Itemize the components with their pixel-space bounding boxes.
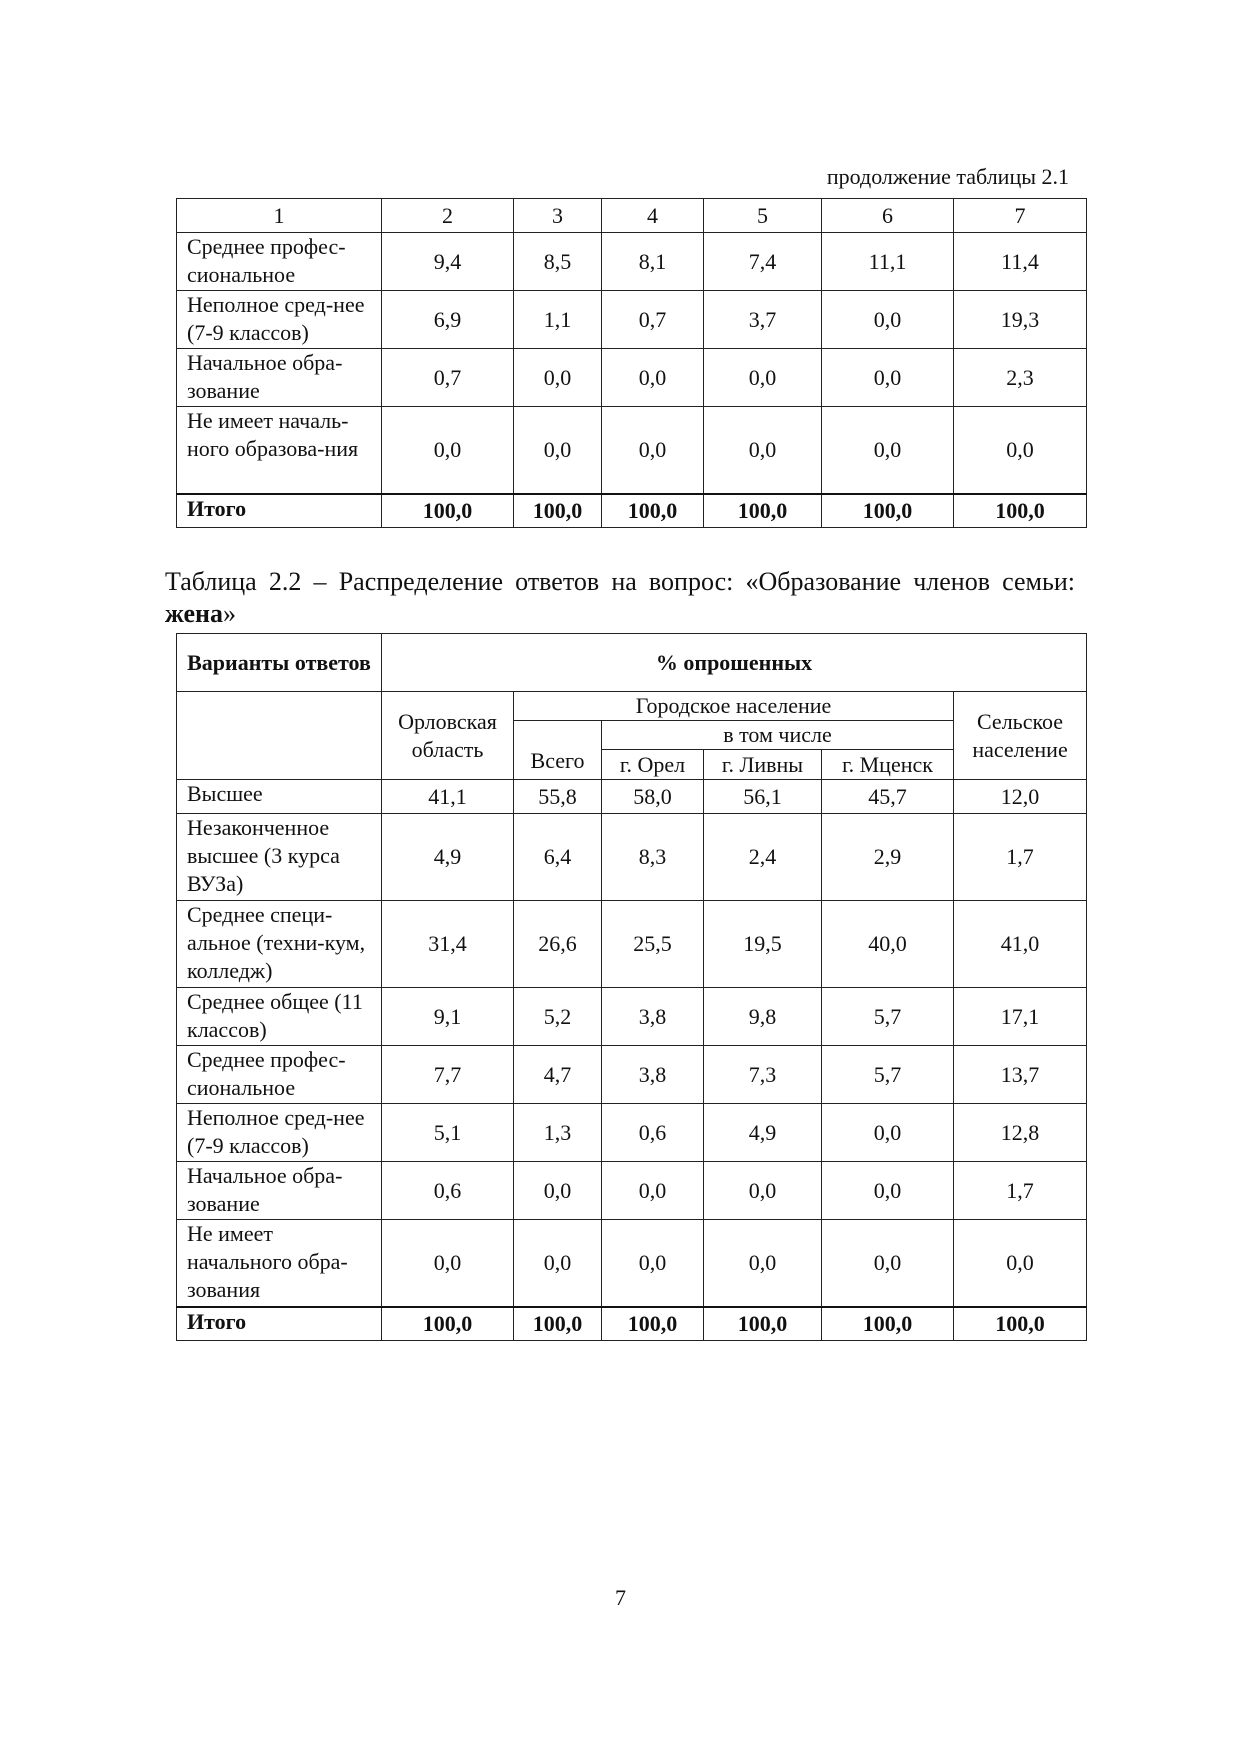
header-urban-total: Всего [514,721,602,780]
value-cell: 5,7 [822,988,954,1046]
value-cell: 0,0 [602,1220,704,1307]
total-cell: 100,0 [382,494,514,528]
row-label: Неполное сред-нее (7-9 классов) [177,291,382,349]
header-percent: % опрошенных [382,634,1087,692]
page-number: 7 [615,1585,626,1610]
table-row [177,901,1087,988]
total-cell: 100,0 [602,1307,704,1341]
value-cell: 0,0 [822,407,954,494]
value-cell: 12,0 [954,780,1087,814]
header-empty-cell [177,692,382,780]
value-cell: 45,7 [822,780,954,814]
value-cell: 6,9 [382,291,514,349]
header-oblast: Орловская область [382,692,514,780]
value-cell: 31,4 [382,901,514,988]
value-cell: 56,1 [704,780,822,814]
value-cell: 19,3 [954,291,1087,349]
table-row [177,1046,1087,1104]
value-cell: 17,1 [954,988,1087,1046]
total-cell: 100,0 [382,1307,514,1341]
table1-header-cell: 1 [177,199,382,233]
value-cell: 0,0 [704,407,822,494]
value-cell: 2,4 [704,814,822,901]
value-cell: 4,9 [382,814,514,901]
header-including: в том числе [602,721,954,750]
table-row [177,1104,1087,1162]
value-cell: 11,4 [954,233,1087,291]
value-cell: 25,5 [602,901,704,988]
value-cell: 4,9 [704,1104,822,1162]
value-cell: 13,7 [954,1046,1087,1104]
value-cell: 7,7 [382,1046,514,1104]
value-cell: 3,8 [602,988,704,1046]
row-label: Не имеет начального обра-зования [177,1220,382,1307]
row-label: Начальное обра-зование [177,1162,382,1220]
total-cell: 100,0 [514,1307,602,1341]
value-cell: 3,8 [602,1046,704,1104]
table1-header-cell: 3 [514,199,602,233]
value-cell: 41,0 [954,901,1087,988]
header-orel: г. Орел [602,750,704,780]
value-cell: 58,0 [602,780,704,814]
value-cell: 7,3 [704,1046,822,1104]
value-cell: 9,1 [382,988,514,1046]
value-cell: 0,0 [382,1220,514,1307]
value-cell: 0,0 [602,407,704,494]
table-2-2-caption [165,566,1075,630]
total-row [177,494,1087,528]
value-cell: 12,8 [954,1104,1087,1162]
value-cell: 0,7 [382,349,514,407]
table-row [177,814,1087,901]
value-cell: 0,0 [704,349,822,407]
value-cell: 0,0 [382,407,514,494]
value-cell: 5,7 [822,1046,954,1104]
value-cell: 26,6 [514,901,602,988]
table-row [177,780,1087,814]
value-cell: 0,0 [514,1220,602,1307]
header-urban: Городское население [514,692,954,721]
total-row [177,1307,1087,1341]
value-cell: 1,7 [954,1162,1087,1220]
value-cell: 0,0 [822,291,954,349]
value-cell: 4,7 [514,1046,602,1104]
value-cell: 2,3 [954,349,1087,407]
continuation-note: продолжение таблицы 2.1 [826,164,1069,189]
row-label: Среднее специ-альное (техни-кум, колледж) [177,901,382,988]
table-2-1-continuation [176,198,1087,528]
value-cell: 0,0 [602,1162,704,1220]
row-label: Неполное сред-нее (7-9 классов) [177,1104,382,1162]
table-row [177,349,1087,407]
value-cell: 0,0 [954,1220,1087,1307]
value-cell: 8,3 [602,814,704,901]
value-cell: 9,4 [382,233,514,291]
total-cell: 100,0 [704,494,822,528]
value-cell: 0,0 [822,1104,954,1162]
row-label: Незаконченное высшее (3 курса ВУЗа) [177,814,382,901]
value-cell: 41,1 [382,780,514,814]
caption-text: Таблица 2.2 – Распределение ответов на вопрос: «Образование членов семьи: [165,567,1075,596]
value-cell: 0,0 [822,1162,954,1220]
value-cell: 0,0 [514,407,602,494]
value-cell: 0,6 [602,1104,704,1162]
value-cell: 3,7 [704,291,822,349]
value-cell: 55,8 [514,780,602,814]
table1-header-cell: 2 [382,199,514,233]
value-cell: 8,5 [514,233,602,291]
table2-header-row-2 [177,692,1087,721]
table-2-2 [176,633,1087,1341]
value-cell: 8,1 [602,233,704,291]
value-cell: 0,0 [822,1220,954,1307]
value-cell: 1,1 [514,291,602,349]
header-livny: г. Ливны [704,750,822,780]
table-row [177,291,1087,349]
row-label: Среднее общее (11 классов) [177,988,382,1046]
total-cell: 100,0 [954,1307,1087,1341]
value-cell: 5,2 [514,988,602,1046]
value-cell: 11,1 [822,233,954,291]
value-cell: 6,4 [514,814,602,901]
table-row [177,233,1087,291]
table-row [177,988,1087,1046]
total-label: Итого [177,1307,382,1341]
row-label: Среднее профес-сиональное [177,233,382,291]
value-cell: 0,0 [514,349,602,407]
value-cell: 0,6 [382,1162,514,1220]
total-cell: 100,0 [704,1307,822,1341]
value-cell: 9,8 [704,988,822,1046]
table1-header-cell: 4 [602,199,704,233]
total-cell: 100,0 [822,494,954,528]
value-cell: 0,0 [602,349,704,407]
row-label: Не имеет началь-ного образова-ния [177,407,382,494]
caption-end: » [223,599,237,628]
value-cell: 2,9 [822,814,954,901]
table-row [177,1220,1087,1307]
total-cell: 100,0 [954,494,1087,528]
table1-header-row [177,199,1087,233]
table-row [177,407,1087,494]
table1-header-cell: 6 [822,199,954,233]
total-cell: 100,0 [602,494,704,528]
value-cell: 0,0 [822,349,954,407]
value-cell: 0,7 [602,291,704,349]
table1-header-cell: 5 [704,199,822,233]
row-label: Начальное обра-зование [177,349,382,407]
table2-header-row-1 [177,634,1087,692]
total-cell: 100,0 [822,1307,954,1341]
value-cell: 0,0 [704,1220,822,1307]
value-cell: 5,1 [382,1104,514,1162]
header-rural: Сельское население [954,692,1087,780]
row-label: Высшее [177,780,382,814]
header-mtsensk: г. Мценск [822,750,954,780]
total-label: Итого [177,494,382,528]
value-cell: 0,0 [514,1162,602,1220]
total-cell: 100,0 [514,494,602,528]
header-variants: Варианты ответов [177,634,382,692]
value-cell: 1,3 [514,1104,602,1162]
table1-header-cell: 7 [954,199,1087,233]
value-cell: 7,4 [704,233,822,291]
table-row [177,1162,1087,1220]
value-cell: 0,0 [704,1162,822,1220]
value-cell: 0,0 [954,407,1087,494]
value-cell: 40,0 [822,901,954,988]
value-cell: 19,5 [704,901,822,988]
caption-bold-word: жена [165,599,224,628]
row-label: Среднее профес-сиональное [177,1046,382,1104]
value-cell: 1,7 [954,814,1087,901]
